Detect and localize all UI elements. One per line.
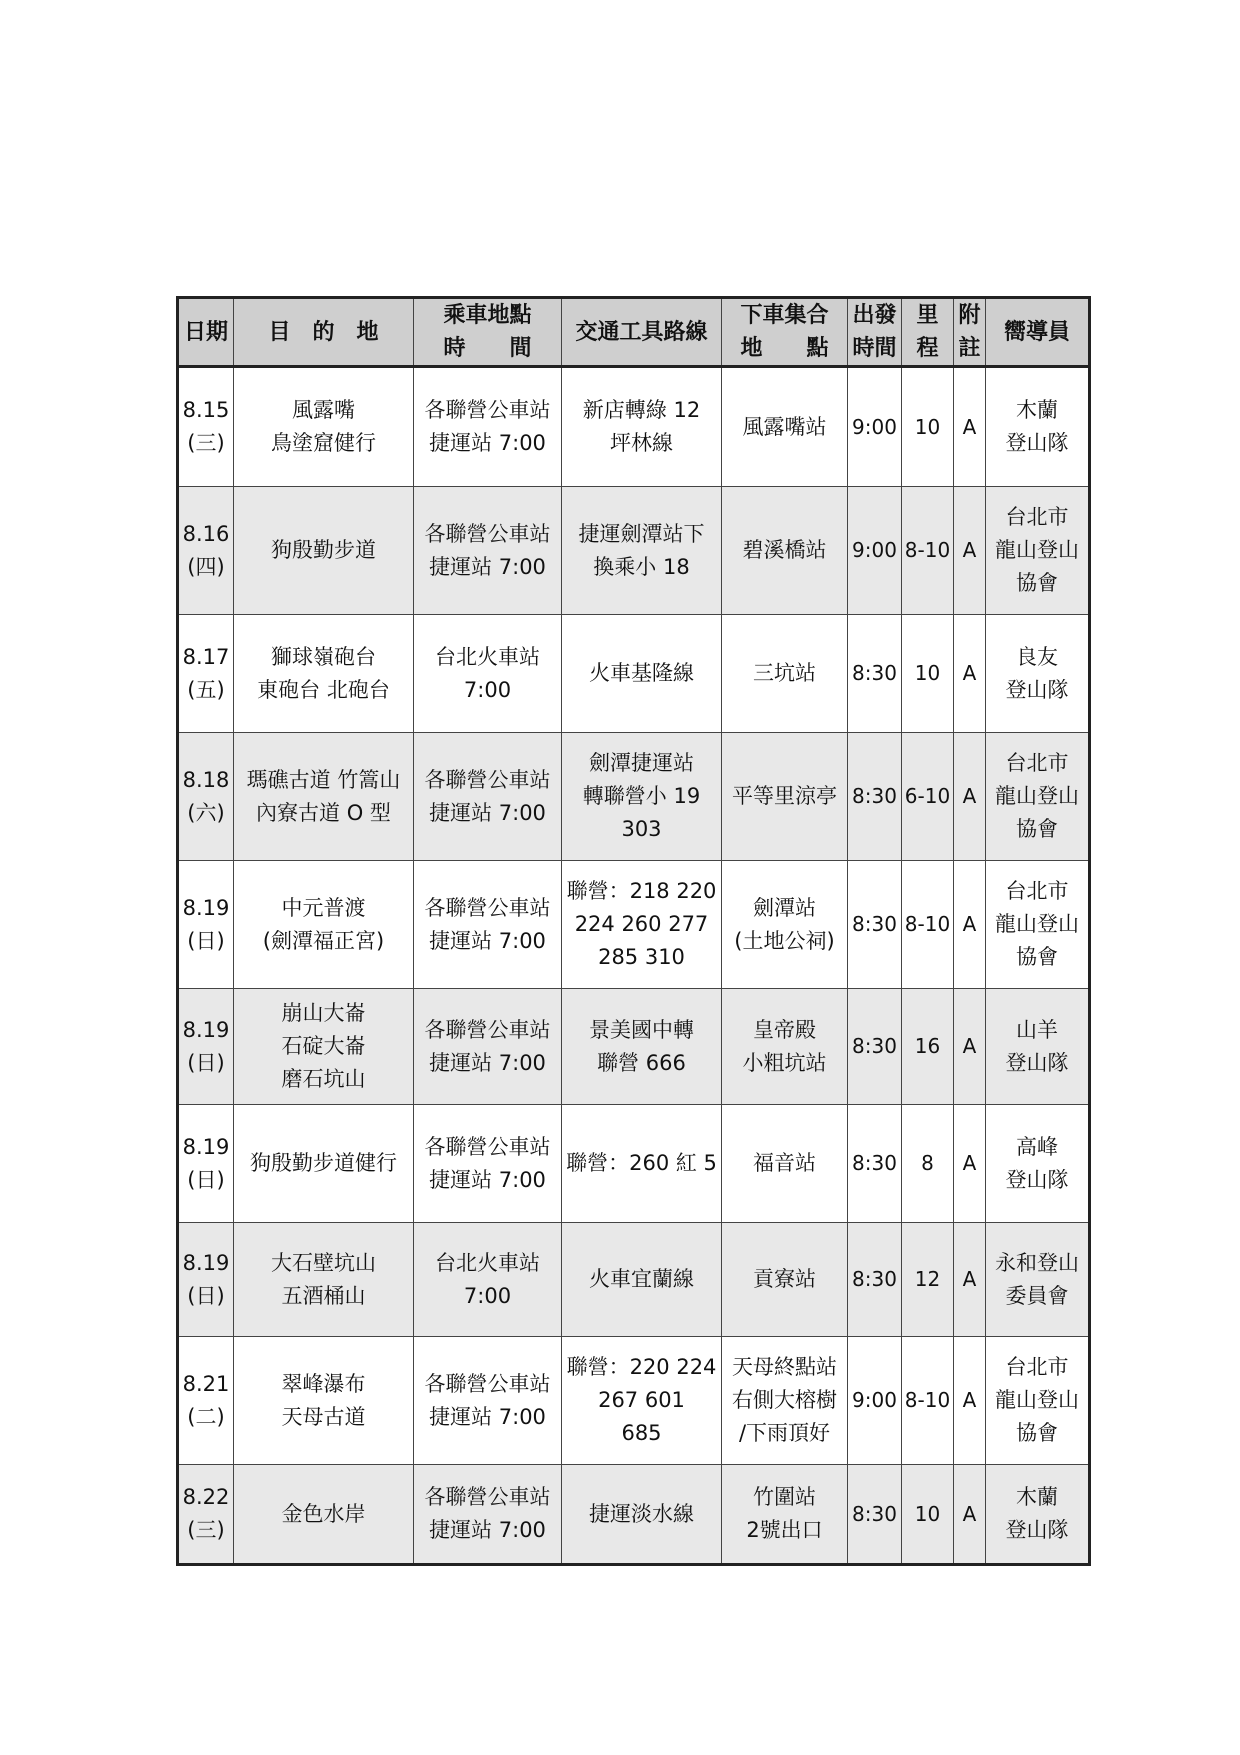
- cell-destination-line: 瑪礁古道 竹篙山: [246, 767, 401, 792]
- cell-guide-line: 協會: [1016, 571, 1058, 595]
- cell-destination: [234, 861, 414, 989]
- table-row: [178, 1465, 1090, 1565]
- cell-destination: [234, 1465, 414, 1565]
- cell-date: [178, 1465, 234, 1565]
- cell-route-line: 224 260 277: [574, 912, 709, 936]
- cell-note: A: [954, 367, 986, 487]
- cell-dropoff-line: 貢寮站: [753, 1267, 816, 1291]
- cell-boarding: [414, 1337, 562, 1465]
- cell-guide-line: 委員會: [1005, 1283, 1069, 1308]
- cell-destination-line: 狗殷勤步道: [271, 538, 376, 562]
- cell-guide-line: 協會: [1016, 817, 1058, 841]
- cell-date: [178, 1337, 234, 1465]
- cell-dropoff-line: 碧溪橋站: [742, 538, 827, 562]
- cell-guide-line: 高峰: [1016, 1134, 1058, 1159]
- cell-dropoff-line: /下雨頂好: [738, 1421, 831, 1445]
- cell-distance: 10: [902, 1465, 954, 1565]
- cell-route: [562, 1465, 722, 1565]
- cell-boarding-line: 捷運站 7:00: [429, 928, 546, 953]
- cell-distance: 8: [902, 1105, 954, 1223]
- cell-dropoff: [722, 367, 848, 487]
- cell-date-line: 8.19: [182, 1250, 230, 1275]
- cell-dropoff: [722, 861, 848, 989]
- cell-destination-line: 磨石坑山: [281, 1067, 366, 1091]
- cell-guide: [986, 989, 1090, 1105]
- header-text: 乘車地點: [443, 303, 532, 328]
- cell-date-line: 8.19: [182, 1017, 230, 1042]
- cell-boarding-line: 捷運站 7:00: [429, 1518, 546, 1542]
- cell-date-line: 8.16: [182, 521, 230, 546]
- cell-destination: [234, 733, 414, 861]
- cell-boarding-line: 7:00: [463, 677, 512, 702]
- header-text: 嚮導員: [1003, 319, 1070, 345]
- cell-destination: [234, 1105, 414, 1223]
- cell-date: [178, 615, 234, 733]
- cell-route-line: 聯營：260 紅 5: [566, 1151, 717, 1175]
- cell-guide-line: 協會: [1016, 1421, 1058, 1445]
- header-text: 日期: [183, 319, 228, 345]
- header-boarding: [414, 298, 562, 367]
- cell-date-line: 8.15: [182, 398, 230, 422]
- cell-boarding: [414, 1105, 562, 1223]
- header-text: 地 點: [740, 336, 829, 361]
- table-body: [178, 367, 1090, 1565]
- cell-boarding-line: 捷運站 7:00: [429, 1167, 546, 1192]
- cell-boarding: [414, 1223, 562, 1337]
- cell-distance: 10: [902, 615, 954, 733]
- cell-route-line: 新店轉綠 12: [582, 398, 701, 422]
- cell-route-line: 坪林線: [610, 431, 673, 455]
- table-row: [178, 487, 1090, 615]
- cell-guide-line: 登山隊: [1005, 431, 1069, 455]
- header-text: 目 的 地: [268, 319, 379, 345]
- cell-depart-time: 8:30: [848, 1465, 902, 1565]
- cell-destination-line: 鳥塗窟健行: [271, 431, 376, 455]
- header-depart-time: [848, 298, 902, 367]
- cell-note: A: [954, 1337, 986, 1465]
- cell-destination: [234, 1223, 414, 1337]
- cell-destination-line: 東砲台 北砲台: [257, 677, 390, 702]
- header-distance: [902, 298, 954, 367]
- hiking-schedule-table: [176, 296, 1091, 1566]
- header-text: 時間: [852, 336, 897, 361]
- cell-distance: 16: [902, 989, 954, 1105]
- cell-boarding-line: 各聯營公車站: [424, 1134, 551, 1159]
- cell-date: [178, 1105, 234, 1223]
- cell-destination-line: 金色水岸: [281, 1501, 366, 1526]
- cell-guide-line: 協會: [1016, 945, 1058, 969]
- cell-route-line: 火車基隆線: [589, 661, 694, 685]
- cell-destination-line: 內寮古道 O 型: [256, 800, 391, 825]
- cell-boarding: [414, 989, 562, 1105]
- table-header-row: [178, 298, 1090, 367]
- table-row: [178, 1223, 1090, 1337]
- header-text: 下車集合: [740, 303, 829, 328]
- cell-dropoff: [722, 1223, 848, 1337]
- cell-boarding: [414, 367, 562, 487]
- cell-destination-line: 崩山大崙: [281, 1001, 366, 1025]
- cell-route-line: 聯營：218 220: [566, 879, 717, 903]
- cell-destination-line: 翠峰瀑布: [281, 1371, 366, 1396]
- table-row: [178, 861, 1090, 989]
- cell-guide-line: 台北市: [1005, 505, 1069, 529]
- cell-guide-line: 登山隊: [1005, 1167, 1069, 1192]
- cell-boarding-line: 各聯營公車站: [424, 1485, 551, 1509]
- cell-date-line: (三): [187, 1518, 225, 1542]
- cell-guide-line: 永和登山: [995, 1250, 1079, 1275]
- cell-route: [562, 733, 722, 861]
- cell-boarding: [414, 1465, 562, 1565]
- header-dropoff: [722, 298, 848, 367]
- cell-guide: [986, 733, 1090, 861]
- cell-route: [562, 861, 722, 989]
- cell-route-line: 轉聯營小 19: [582, 784, 701, 808]
- cell-route: [562, 1337, 722, 1465]
- cell-depart-time: 8:30: [848, 1223, 902, 1337]
- cell-boarding-line: 台北火車站: [435, 1250, 540, 1275]
- cell-date: [178, 487, 234, 615]
- cell-boarding-line: 各聯營公車站: [424, 521, 551, 546]
- cell-dropoff: [722, 487, 848, 615]
- cell-date-line: 8.19: [182, 895, 230, 920]
- cell-note: A: [954, 1465, 986, 1565]
- cell-boarding-line: 各聯營公車站: [424, 895, 551, 920]
- header-text: 出發: [852, 303, 897, 328]
- cell-guide-line: 木蘭: [1016, 398, 1058, 422]
- cell-dropoff-line: 小粗坑站: [742, 1050, 827, 1075]
- cell-guide: [986, 1223, 1090, 1337]
- cell-dropoff-line: 天母終點站: [732, 1355, 837, 1379]
- cell-guide-line: 山羊: [1016, 1017, 1058, 1042]
- cell-date-line: (日): [187, 928, 225, 953]
- cell-distance: 12: [902, 1223, 954, 1337]
- cell-date: [178, 367, 234, 487]
- cell-dropoff: [722, 989, 848, 1105]
- cell-guide-line: 登山隊: [1005, 1050, 1069, 1075]
- cell-date: [178, 733, 234, 861]
- cell-guide: [986, 1337, 1090, 1465]
- cell-destination-line: (劍潭福正宮): [262, 928, 385, 953]
- header-text: 程: [916, 336, 939, 361]
- cell-note: A: [954, 1223, 986, 1337]
- cell-boarding: [414, 615, 562, 733]
- cell-depart-time: 9:00: [848, 487, 902, 615]
- header-note: [954, 298, 986, 367]
- cell-boarding-line: 捷運站 7:00: [429, 800, 546, 825]
- cell-note: A: [954, 861, 986, 989]
- cell-depart-time: 8:30: [848, 615, 902, 733]
- cell-boarding: [414, 487, 562, 615]
- cell-date-line: 8.19: [182, 1134, 230, 1159]
- header-text: 附: [958, 303, 981, 328]
- cell-depart-time: 8:30: [848, 989, 902, 1105]
- cell-dropoff-line: 劍潭站: [753, 895, 816, 920]
- cell-guide-line: 登山隊: [1005, 1518, 1069, 1542]
- cell-note: A: [954, 989, 986, 1105]
- cell-date-line: (五): [187, 677, 225, 702]
- cell-destination: [234, 1337, 414, 1465]
- cell-boarding-line: 7:00: [463, 1283, 512, 1308]
- cell-guide-line: 龍山登山: [995, 912, 1079, 936]
- cell-route: [562, 989, 722, 1105]
- cell-destination-line: 天母古道: [281, 1404, 366, 1429]
- header-text: 註: [958, 336, 981, 361]
- cell-date-line: 8.21: [182, 1371, 230, 1396]
- table-row: [178, 367, 1090, 487]
- cell-depart-time: 9:00: [848, 1337, 902, 1465]
- cell-dropoff: [722, 1105, 848, 1223]
- cell-note: A: [954, 733, 986, 861]
- cell-route-line: 劍潭捷運站: [589, 751, 694, 775]
- table-row: [178, 615, 1090, 733]
- cell-route: [562, 487, 722, 615]
- table-row: [178, 989, 1090, 1105]
- table-row: [178, 1337, 1090, 1465]
- cell-depart-time: 8:30: [848, 1105, 902, 1223]
- header-text: 交通工具路線: [575, 319, 708, 345]
- cell-guide: [986, 615, 1090, 733]
- cell-destination: [234, 615, 414, 733]
- cell-guide: [986, 367, 1090, 487]
- cell-dropoff-line: 右側大榕樹: [732, 1388, 837, 1412]
- cell-boarding: [414, 861, 562, 989]
- cell-date-line: (日): [187, 1283, 225, 1308]
- cell-date-line: 8.17: [182, 644, 230, 669]
- cell-guide-line: 登山隊: [1005, 677, 1069, 702]
- cell-guide-line: 龍山登山: [995, 538, 1079, 562]
- cell-guide: [986, 487, 1090, 615]
- cell-route-line: 685: [621, 1421, 662, 1445]
- cell-guide-line: 龍山登山: [995, 1388, 1079, 1412]
- cell-dropoff: [722, 1337, 848, 1465]
- cell-dropoff-line: 風露嘴站: [742, 414, 827, 439]
- cell-note: A: [954, 1105, 986, 1223]
- table-row: [178, 733, 1090, 861]
- cell-date-line: 8.18: [182, 767, 230, 792]
- cell-route-line: 捷運淡水線: [589, 1501, 694, 1526]
- cell-distance: 8-10: [902, 1337, 954, 1465]
- cell-route: [562, 615, 722, 733]
- cell-route-line: 303: [621, 817, 662, 841]
- cell-boarding-line: 捷運站 7:00: [429, 431, 546, 455]
- cell-destination-line: 石碇大崙: [281, 1034, 366, 1058]
- header-date: [178, 298, 234, 367]
- cell-guide: [986, 861, 1090, 989]
- cell-destination-line: 獅球嶺砲台: [271, 644, 376, 669]
- header-destination: [234, 298, 414, 367]
- cell-destination-line: 中元普渡: [281, 895, 366, 920]
- cell-distance: 10: [902, 367, 954, 487]
- cell-date-line: (六): [187, 800, 225, 825]
- cell-depart-time: 9:00: [848, 367, 902, 487]
- cell-dropoff-line: 福音站: [753, 1151, 816, 1175]
- cell-depart-time: 8:30: [848, 733, 902, 861]
- cell-dropoff-line: 三坑站: [753, 661, 816, 685]
- cell-destination-line: 狗殷勤步道健行: [250, 1151, 397, 1175]
- cell-boarding-line: 台北火車站: [435, 644, 540, 669]
- cell-distance: 6-10: [902, 733, 954, 861]
- cell-date: [178, 1223, 234, 1337]
- cell-note: A: [954, 615, 986, 733]
- cell-distance: 8-10: [902, 487, 954, 615]
- cell-dropoff-line: 皇帝殿: [753, 1017, 816, 1042]
- cell-destination: [234, 989, 414, 1105]
- cell-destination: [234, 487, 414, 615]
- cell-boarding-line: 各聯營公車站: [424, 767, 551, 792]
- cell-guide-line: 台北市: [1005, 1355, 1069, 1379]
- cell-dropoff: [722, 1465, 848, 1565]
- cell-route-line: 火車宜蘭線: [589, 1267, 694, 1291]
- cell-date: [178, 989, 234, 1105]
- header-guide: [986, 298, 1090, 367]
- cell-route: [562, 367, 722, 487]
- cell-route-line: 聯營 666: [597, 1050, 686, 1075]
- cell-guide-line: 良友: [1016, 644, 1058, 669]
- cell-destination-line: 大石壁坑山: [271, 1250, 376, 1275]
- cell-route: [562, 1223, 722, 1337]
- cell-route-line: 聯營：220 224: [566, 1355, 717, 1379]
- cell-route-line: 267 601: [598, 1388, 685, 1412]
- cell-boarding-line: 各聯營公車站: [424, 1371, 551, 1396]
- cell-boarding-line: 捷運站 7:00: [429, 554, 546, 579]
- cell-date: [178, 861, 234, 989]
- cell-boarding-line: 各聯營公車站: [424, 1017, 551, 1042]
- table-row: [178, 1105, 1090, 1223]
- header-route: [562, 298, 722, 367]
- cell-boarding-line: 各聯營公車站: [424, 398, 551, 422]
- cell-guide-line: 台北市: [1005, 751, 1069, 775]
- cell-boarding-line: 捷運站 7:00: [429, 1404, 546, 1429]
- cell-guide-line: 木蘭: [1016, 1485, 1058, 1509]
- cell-destination: [234, 367, 414, 487]
- cell-destination-line: 風露嘴: [292, 398, 355, 422]
- cell-dropoff-line: 2號出口: [746, 1518, 823, 1542]
- cell-guide-line: 龍山登山: [995, 784, 1079, 808]
- cell-date-line: 8.22: [182, 1485, 230, 1509]
- cell-distance: 8-10: [902, 861, 954, 989]
- cell-date-line: (日): [187, 1050, 225, 1075]
- cell-note: A: [954, 487, 986, 615]
- cell-dropoff-line: (土地公祠): [734, 928, 835, 953]
- cell-guide: [986, 1465, 1090, 1565]
- cell-route-line: 捷運劍潭站下: [578, 521, 705, 546]
- cell-dropoff-line: 竹圍站: [753, 1485, 816, 1509]
- cell-destination-line: 五酒桶山: [281, 1283, 366, 1308]
- cell-date-line: (四): [187, 554, 225, 579]
- cell-route-line: 285 310: [598, 945, 685, 969]
- header-text: 里: [916, 303, 939, 328]
- cell-dropoff: [722, 615, 848, 733]
- cell-date-line: (日): [187, 1167, 225, 1192]
- cell-route: [562, 1105, 722, 1223]
- header-text: 時 間: [443, 336, 532, 361]
- cell-dropoff-line: 平等里涼亭: [732, 784, 837, 808]
- cell-guide: [986, 1105, 1090, 1223]
- cell-dropoff: [722, 733, 848, 861]
- cell-route-line: 景美國中轉: [589, 1017, 694, 1042]
- cell-date-line: (三): [187, 431, 225, 455]
- cell-guide-line: 台北市: [1005, 879, 1069, 903]
- cell-depart-time: 8:30: [848, 861, 902, 989]
- cell-route-line: 換乘小 18: [593, 554, 690, 579]
- cell-date-line: (二): [187, 1404, 225, 1429]
- cell-boarding-line: 捷運站 7:00: [429, 1050, 546, 1075]
- cell-boarding: [414, 733, 562, 861]
